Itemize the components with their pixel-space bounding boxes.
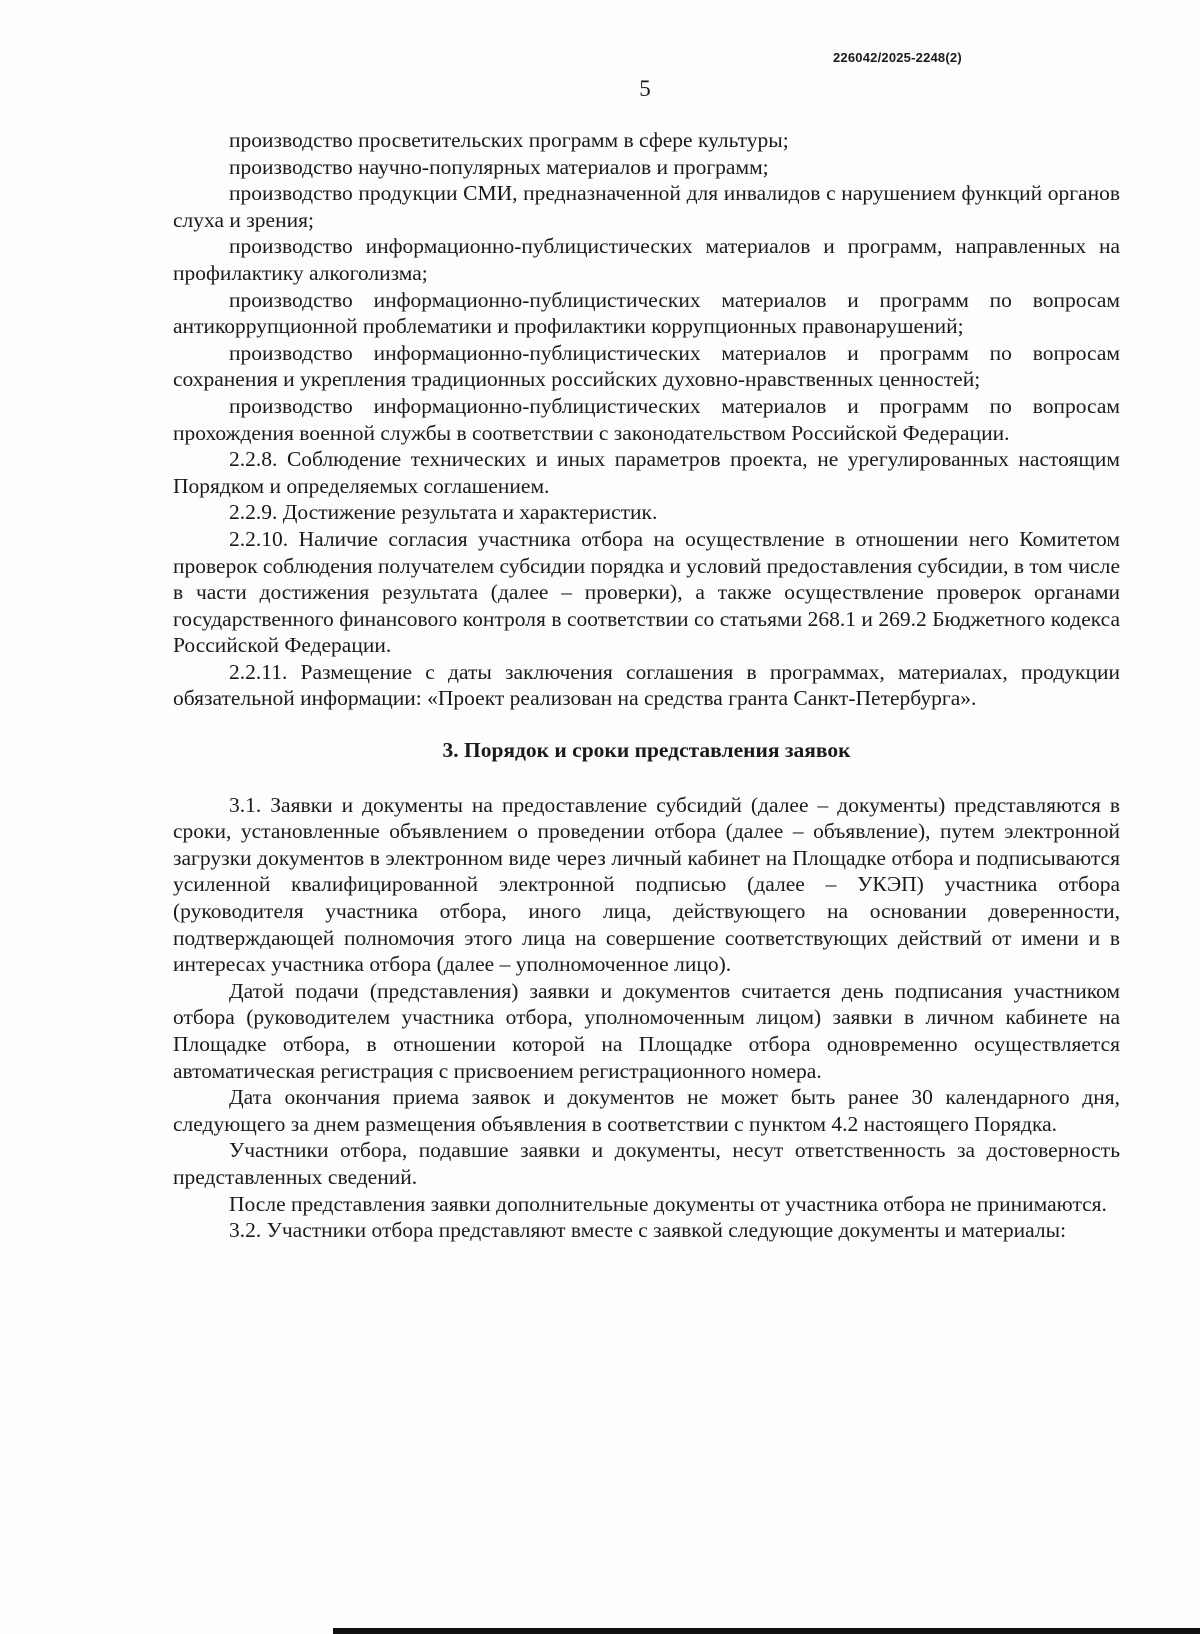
paragraph: производство научно-популярных материалов и программ; (229, 154, 769, 179)
paragraph: 2.2.11. Размещение с даты заключения соглашения в программах, материалах, продукции обязательной информации: «Проект реализован на средства гранта Санкт-Петербурга». (173, 659, 1120, 711)
document-body (173, 127, 1120, 1244)
paragraph: производство просветительских программ в сфере культуры; (229, 128, 789, 152)
paragraph: производство информационно-публицистических материалов и программ, направленных на профилактику алкоголизма; (173, 234, 1120, 285)
page-number: 5 (639, 76, 651, 101)
paragraph: Дата окончания приема заявок и документов не может быть ранее 30 календарного дня, следующего за днем размещения объявления в соответствии с пунктом 4.2 настоящего Порядка. (173, 1085, 1120, 1136)
paragraph: 2.2.9. Достижение результата и характеристик. (229, 500, 658, 525)
paragraph: производство информационно-публицистических материалов и программ по вопросам сохранения и укрепления традиционных российских духовно-нравственных ценностей; (173, 340, 1120, 392)
paragraph: После представления заявки дополнительные документы от участника отбора не принимаются. (229, 1191, 1107, 1216)
paragraph: 3.1. Заявки и документы на предоставление субсидий (далее – документы) представляются в сроки, установленные объявлением о проведении отбора (далее – объявление), путем электронной загрузки документов в электронном виде через личный кабинет на Площадке отбора и подписываются усиленной квалифицированной электронной подписью (далее – УКЭП) участника отбора (руководителя участника отбора, иного лица, действующего на основании доверенности, подтверждающей полномочия этого лица на совершение соответствующих действий от имени и в интересах участника отбора (далее – уполномоченное лицо). (173, 792, 1120, 977)
paragraph: 2.2.8. Соблюдение технических и иных параметров проекта, не урегулированных настоящим Порядком и определяемых соглашением. (173, 447, 1120, 498)
paragraph: производство информационно-публицистических материалов и программ по вопросам антикоррупционной проблематики и профилактики коррупционных правонарушений; (173, 287, 1120, 339)
paragraph: Датой подачи (представления) заявки и документов считается день подписания участником отбора (руководителем участника отбора, уполномоченным лицом) заявки в личном кабинете на Площадке отбора, в отношении которой на Площадке отбора одновременно осуществляется автоматическая регистрация с присвоением регистрационного номера. (173, 978, 1120, 1083)
paragraph: Участники отбора, подавшие заявки и документы, несут ответственность за достоверность представленных сведений. (173, 1138, 1120, 1189)
page-bottom-edge (333, 1628, 1200, 1634)
section-title: 3. Порядок и сроки представления заявок (442, 738, 851, 763)
paragraph: производство продукции СМИ, предназначенной для инвалидов с нарушением функций органов слуха и зрения; (173, 181, 1120, 232)
paragraph: 3.2. Участники отбора представляют вместе с заявкой следующие документы и материалы: (229, 1218, 1067, 1243)
document-number: 226042/2025-2248(2) (833, 50, 962, 65)
paragraph: 2.2.10. Наличие согласия участника отбора на осуществление в отношении него Комитетом проверок соблюдения получателем субсидии порядка и условий предоставления субсидии, в том числе в части достижения результата (далее – проверки), а также осуществление проверок органами государственного финансового контроля в соответствии со статьями 268.1 и 269.2 Бюджетного кодекса Российской Федерации. (173, 526, 1120, 658)
paragraph: производство информационно-публицистических материалов и программ по вопросам прохождения военной службы в соответствии с законодательством Российской Федерации. (173, 393, 1120, 445)
